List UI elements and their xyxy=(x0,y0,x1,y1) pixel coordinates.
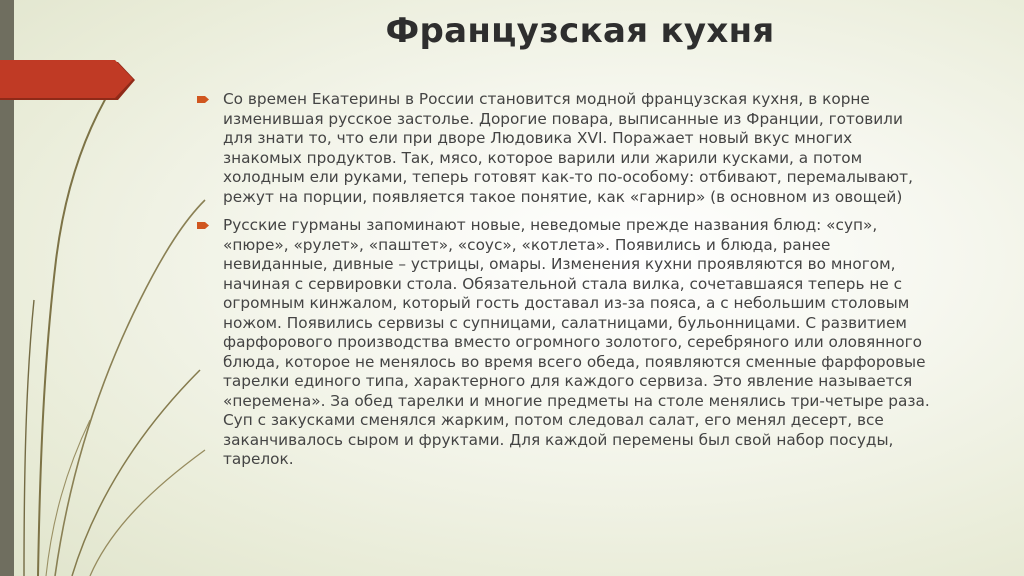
slide-body xyxy=(197,90,932,479)
stem-line-1 xyxy=(38,75,120,576)
stem-line-5 xyxy=(90,450,205,576)
stem-line-3 xyxy=(72,370,200,576)
paragraph-text: Русские гурманы запоминают новые, неведомые прежде названия блюд: «суп», «пюре», «рулет», «паштет», «соус», «котлета». Появились и блюда, ранее невиданные, дивные – устрицы, омары. Изменения кухни проявляются во многом, начиная с сервировки стола. Обязательной стала вилка, сочетавшаяся теперь не с огромным кинжалом, который гость доставал из-за пояса, а с небольшим столовым ножом. Появились сервизы с супницами, салатницами, бульонницами. С развитием фарфорового производства вместо огромного золотого, серебряного или оловянного блюда, которое не менялось во время всего обеда, появляются сменные фарфоровые тарелки единого типа, характерного для каждого сервиза. Это явление называется «перемена». За обед тарелки и многие предметы на столе менялись три-четыре раза. Суп с закусками сменялся жарким, потом следовал салат, его менял десерт, все заканчивалось сыром и фруктами. Для каждой перемены был свой набор посуды, тарелок. xyxy=(223,216,930,468)
red-ribbon-shape xyxy=(0,0,140,110)
bullet-paragraph-2 xyxy=(197,216,932,470)
paragraph-text: Со времен Екатерины в России становится модной французская кухня, в корне изменившая русское застолье. Дорогие повара, выписанные из Франции, готовили для знати то, что ели при дворе Людовика XVI. Поражает новый вкус многих знакомых продуктов. Так, мясо, которое варили или жарили кусками, а потом холодным ели руками, теперь готовят как-то по-особому: отбивают, перемалывают, режут на порции, появляется такое понятие, как «гарнир» (в основном из овощей) xyxy=(223,90,913,206)
slide-title: Французская кухня xyxy=(385,11,775,51)
bullet-paragraph-1 xyxy=(197,90,932,207)
arrow-bullet-icon xyxy=(197,94,210,105)
stem-line-4 xyxy=(24,300,34,576)
ribbon-main xyxy=(0,60,133,98)
arrow-bullet-icon xyxy=(197,220,210,231)
